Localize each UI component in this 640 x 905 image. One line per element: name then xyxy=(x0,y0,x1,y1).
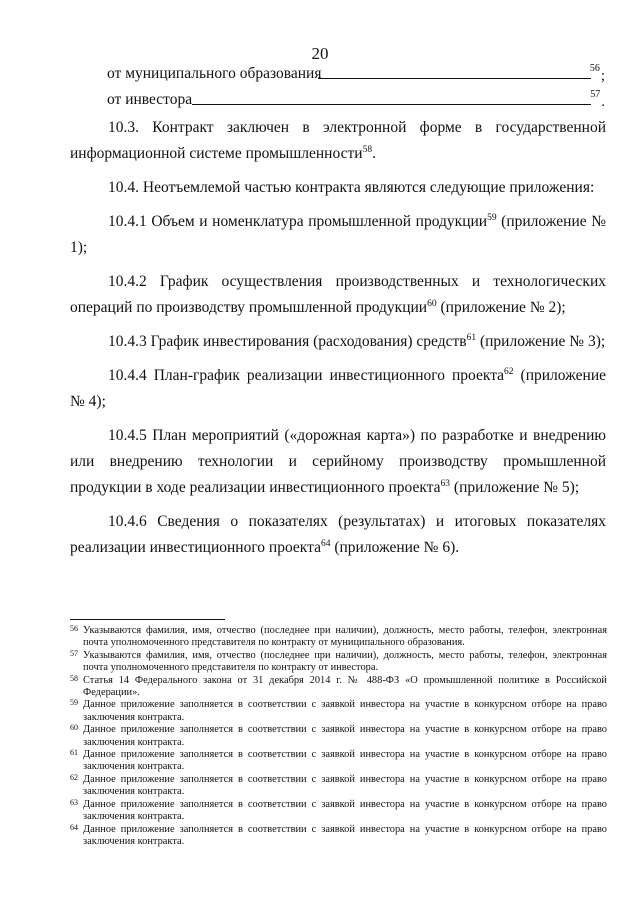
footnote-ref: 60 xyxy=(427,298,437,309)
footnote-59: 59 Данное приложение заполняется в соответствии с заявкой инвестора на участие в конкурсном отборе на право заключения контракта. xyxy=(70,698,607,723)
footnote-ref: 61 xyxy=(466,332,477,343)
footnote-57: 57 Указываются фамилия, имя, отчество (последнее при наличии), должность, место работы, телефон, электронная почта уполномоченного представителя по контракту от инвестора. xyxy=(70,648,607,674)
paragraph-10-3: 10.3. Контракт заключен в электронной форме в государственной информационной системе промышленности$^{58}$. xyxy=(70,119,606,162)
signature-blank-investor xyxy=(192,104,591,105)
paragraph-10-4-5: 10.4.5 План мероприятий («дорожная карта») по разработке и внедрению или внедрению технологии и серийному производству промышленной продукции в ходе реализации инвестиционного проекта$^{63}$ (приложение № 5); xyxy=(70,427,606,496)
footnotes xyxy=(70,625,607,848)
paragraph-10-4: 10.4. Неотъемлемой частью контракта являются следующие приложения: xyxy=(108,179,595,196)
page-number: 20 xyxy=(311,44,329,63)
footnote-56: 56 Указываются фамилия, имя, отчество (последнее при наличии), должность, место работы, телефон, электронная почта уполномоченного представителя по контракту от муниципального образования. xyxy=(70,624,607,649)
signature-label-investor: от инвестора xyxy=(107,91,193,108)
signature-footnote-ref-investor: 57. xyxy=(590,89,605,110)
footnote-ref: 63 xyxy=(440,478,451,489)
paragraph-10-4-4: 10.4.4 План-график реализации инвестиционного проекта$^{62}$ (приложение № 4); xyxy=(70,366,606,410)
footnote-ref: 64 xyxy=(320,538,331,549)
signature-line-investor xyxy=(107,90,605,110)
contract-body xyxy=(70,115,606,569)
paragraph-10-4-1: 10.4.1 Объем и номенклатура промышленной продукции$^{59}$ (приложение № 1); xyxy=(70,212,606,256)
footnote-60: 60 Данное приложение заполняется в соответствии с заявкой инвестора на участие в конкурсном отборе на право заключения контракта. xyxy=(70,723,607,748)
footnote-64: 64 Данное приложение заполняется в соответствии с заявкой инвестора на участие в конкурсном отборе на право заключения контракта. xyxy=(70,822,607,847)
signature-blank-municipal xyxy=(318,78,591,79)
footnote-61: 61 Данное приложение заполняется в соответствии с заявкой инвестора на участие в конкурсном отборе на право заключения контракта. xyxy=(70,748,607,773)
footnote-ref: 58 xyxy=(362,144,373,155)
footnote-ref: 62 xyxy=(504,366,514,377)
footnote-separator xyxy=(70,619,225,620)
footnote-ref: 59 xyxy=(487,212,497,223)
footnote-63: 63 Данное приложение заполняется в соответствии с заявкой инвестора на участие в конкурсном отборе на право заключения контракта. xyxy=(70,797,607,823)
signature-label-municipal: от муниципального образования xyxy=(107,65,322,82)
signature-footnote-ref-municipal: 56; xyxy=(589,63,605,84)
footnote-58: 58 Статья 14 Федерального закона от 31 декабря 2014 г. № 488-ФЗ «О промышленной политике в Российской Федерации». xyxy=(70,673,607,699)
paragraph-10-4-2: 10.4.2 График осуществления производственных и технологических операций по производству промышленной продукции$^{60}$ (приложение № 2); xyxy=(70,273,606,316)
footnote-62: 62 Данное приложение заполняется в соответствии с заявкой инвестора на участие в конкурсном отборе на право заключения контракта. xyxy=(70,772,607,798)
paragraph-10-4-6: 10.4.6 Сведения о показателях (результатах) и итоговых показателях реализации инвестиционного проекта$^{64}$ (приложение № 6). xyxy=(70,513,606,556)
paragraph-10-4-3: 10.4.3 График инвестирования (расходования) средств$^{61}$ (приложение № 3); xyxy=(108,332,606,350)
signature-line-municipal xyxy=(107,64,605,84)
